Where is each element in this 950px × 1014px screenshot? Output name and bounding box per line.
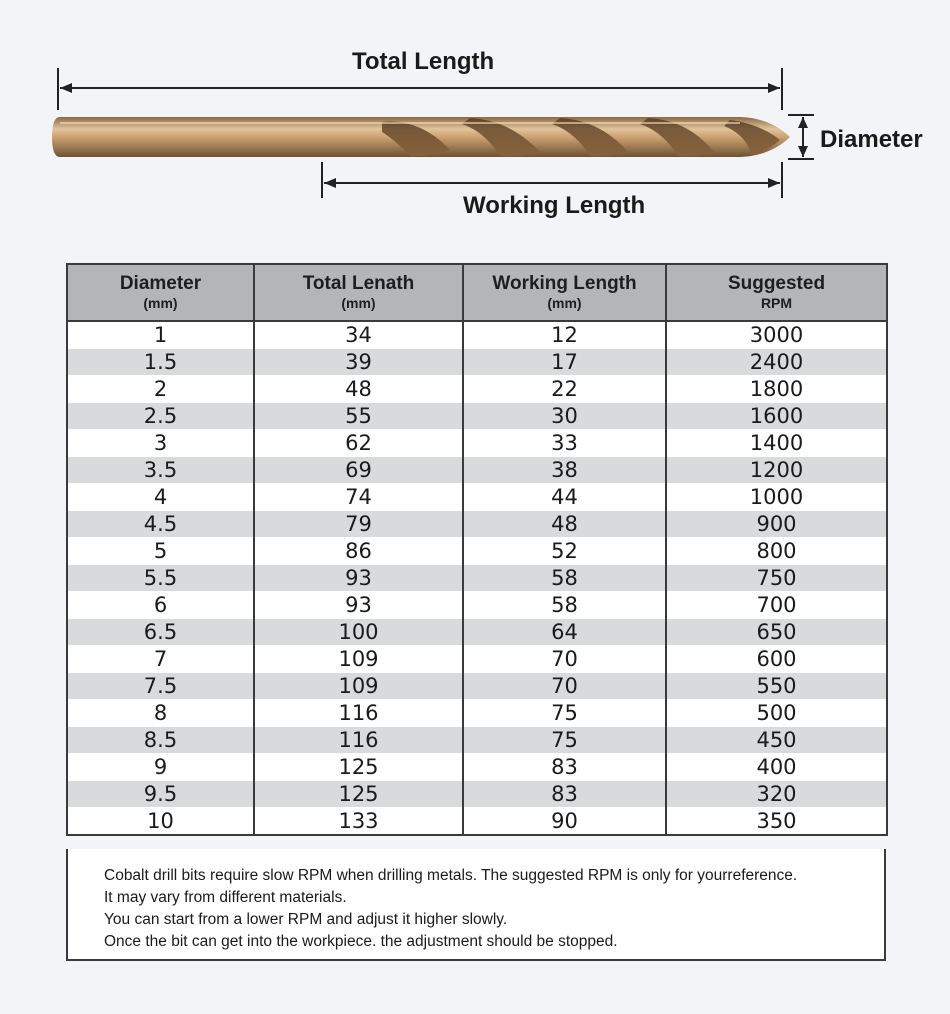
- header-main: Working Length: [492, 273, 637, 294]
- total-length-cell: 125: [254, 781, 463, 808]
- rpm-cell: 1000: [666, 484, 887, 511]
- working-length-cell: 12: [463, 321, 666, 349]
- total-length-cell: 69: [254, 457, 463, 484]
- total-length-cell: 86: [254, 538, 463, 565]
- working-length-cell: 70: [463, 673, 666, 700]
- table-row: [67, 511, 887, 538]
- diameter-label: Diameter: [820, 126, 923, 153]
- table-row: [67, 376, 887, 403]
- header-diameter: [67, 264, 254, 321]
- total-length-cell: 133: [254, 808, 463, 836]
- rpm-cell: 2400: [666, 349, 887, 376]
- diameter-cell: 3.5: [67, 457, 254, 484]
- total-length-cell: 100: [254, 619, 463, 646]
- header-main: Total Lenath: [302, 273, 415, 294]
- header-sub: (mm): [341, 295, 376, 311]
- diameter-cell: 9.5: [67, 781, 254, 808]
- working-length-cell: 30: [463, 403, 666, 430]
- diameter-cell: 6: [67, 592, 254, 619]
- diameter-cell: 5.5: [67, 565, 254, 592]
- total-length-cell: 116: [254, 727, 463, 754]
- total-length-cell: 55: [254, 403, 463, 430]
- total-length-cell: 116: [254, 700, 463, 727]
- header-total-length: [254, 264, 463, 321]
- total-length-cell: 39: [254, 349, 463, 376]
- table-row: [67, 646, 887, 673]
- table-row: [67, 781, 887, 808]
- table-row: [67, 619, 887, 646]
- rpm-cell: 1400: [666, 430, 887, 457]
- table-row: [67, 457, 887, 484]
- working-length-cell: 22: [463, 376, 666, 403]
- total-length-cell: 74: [254, 484, 463, 511]
- diameter-cell: 8.5: [67, 727, 254, 754]
- working-length-label: Working Length: [463, 192, 646, 219]
- working-length-cell: 83: [463, 781, 666, 808]
- working-length-cell: 33: [463, 430, 666, 457]
- note-line: Cobalt drill bits require slow RPM when drilling metals. The suggested RPM is only for yourreference.: [104, 867, 798, 884]
- rpm-cell: 500: [666, 700, 887, 727]
- header-main: Suggested: [727, 273, 826, 294]
- table-row: [67, 700, 887, 727]
- drill-dimension-diagram: [0, 0, 950, 240]
- diameter-cell: 2: [67, 376, 254, 403]
- header-working-length: [463, 264, 666, 321]
- diameter-cell: 5: [67, 538, 254, 565]
- rpm-cell: 1800: [666, 376, 887, 403]
- table-row: [67, 565, 887, 592]
- working-length-cell: 70: [463, 646, 666, 673]
- working-length-cell: 83: [463, 754, 666, 781]
- total-length-cell: 125: [254, 754, 463, 781]
- rpm-cell: 400: [666, 754, 887, 781]
- total-length-cell: 48: [254, 376, 463, 403]
- rpm-cell: 650: [666, 619, 887, 646]
- working-length-cell: 48: [463, 511, 666, 538]
- header-sub: (mm): [143, 295, 178, 311]
- rpm-cell: 1200: [666, 457, 887, 484]
- header-sub: RPM: [760, 295, 793, 311]
- total-length-cell: 109: [254, 673, 463, 700]
- working-length-cell: 58: [463, 565, 666, 592]
- table-header-row: [67, 264, 887, 321]
- note-line: Once the bit can get into the workpiece. the adjustment should be stopped.: [104, 933, 618, 950]
- table-row: [67, 538, 887, 565]
- table-row: [67, 484, 887, 511]
- rpm-cell: 450: [666, 727, 887, 754]
- note-line: It may vary from different materials.: [104, 889, 347, 906]
- header-sub: (mm): [547, 295, 582, 311]
- total-length-label: Total Length: [352, 48, 495, 75]
- table-row: [67, 727, 887, 754]
- header-main: Diameter: [119, 273, 202, 294]
- working-length-cell: 17: [463, 349, 666, 376]
- total-length-cell: 109: [254, 646, 463, 673]
- table-row: [67, 403, 887, 430]
- total-length-cell: 79: [254, 511, 463, 538]
- diameter-cell: 10: [67, 808, 254, 836]
- working-length-cell: 52: [463, 538, 666, 565]
- working-length-cell: 75: [463, 700, 666, 727]
- rpm-cell: 600: [666, 646, 887, 673]
- diameter-cell: 3: [67, 430, 254, 457]
- diameter-cell: 6.5: [67, 619, 254, 646]
- diameter-cell: 4.5: [67, 511, 254, 538]
- rpm-cell: 1600: [666, 403, 887, 430]
- header-suggested-rpm: [666, 264, 887, 321]
- diameter-cell: 4: [67, 484, 254, 511]
- usage-notes: [66, 849, 886, 961]
- rpm-cell: 900: [666, 511, 887, 538]
- table-body: [67, 321, 887, 835]
- drill-spec-table: [66, 263, 888, 836]
- diameter-cell: 1: [67, 321, 254, 349]
- table-row: [67, 430, 887, 457]
- diameter-cell: 9: [67, 754, 254, 781]
- diameter-cell: 1.5: [67, 349, 254, 376]
- rpm-cell: 320: [666, 781, 887, 808]
- table-row: [67, 673, 887, 700]
- rpm-cell: 550: [666, 673, 887, 700]
- working-length-cell: 90: [463, 808, 666, 836]
- table-row: [67, 808, 887, 836]
- table-row: [67, 321, 887, 349]
- note-line: You can start from a lower RPM and adjust it higher slowly.: [104, 911, 508, 928]
- rpm-cell: 700: [666, 592, 887, 619]
- working-length-cell: 75: [463, 727, 666, 754]
- diameter-cell: 2.5: [67, 403, 254, 430]
- table-row: [67, 592, 887, 619]
- table-row: [67, 754, 887, 781]
- diameter-cell: 7.5: [67, 673, 254, 700]
- working-length-cell: 64: [463, 619, 666, 646]
- diameter-cell: 7: [67, 646, 254, 673]
- rpm-cell: 350: [666, 808, 887, 836]
- total-length-cell: 93: [254, 565, 463, 592]
- diameter-cell: 8: [67, 700, 254, 727]
- total-length-cell: 93: [254, 592, 463, 619]
- total-length-cell: 62: [254, 430, 463, 457]
- rpm-cell: 800: [666, 538, 887, 565]
- table-row: [67, 349, 887, 376]
- rpm-cell: 3000: [666, 321, 887, 349]
- total-length-cell: 34: [254, 321, 463, 349]
- working-length-cell: 58: [463, 592, 666, 619]
- working-length-cell: 38: [463, 457, 666, 484]
- rpm-cell: 750: [666, 565, 887, 592]
- working-length-cell: 44: [463, 484, 666, 511]
